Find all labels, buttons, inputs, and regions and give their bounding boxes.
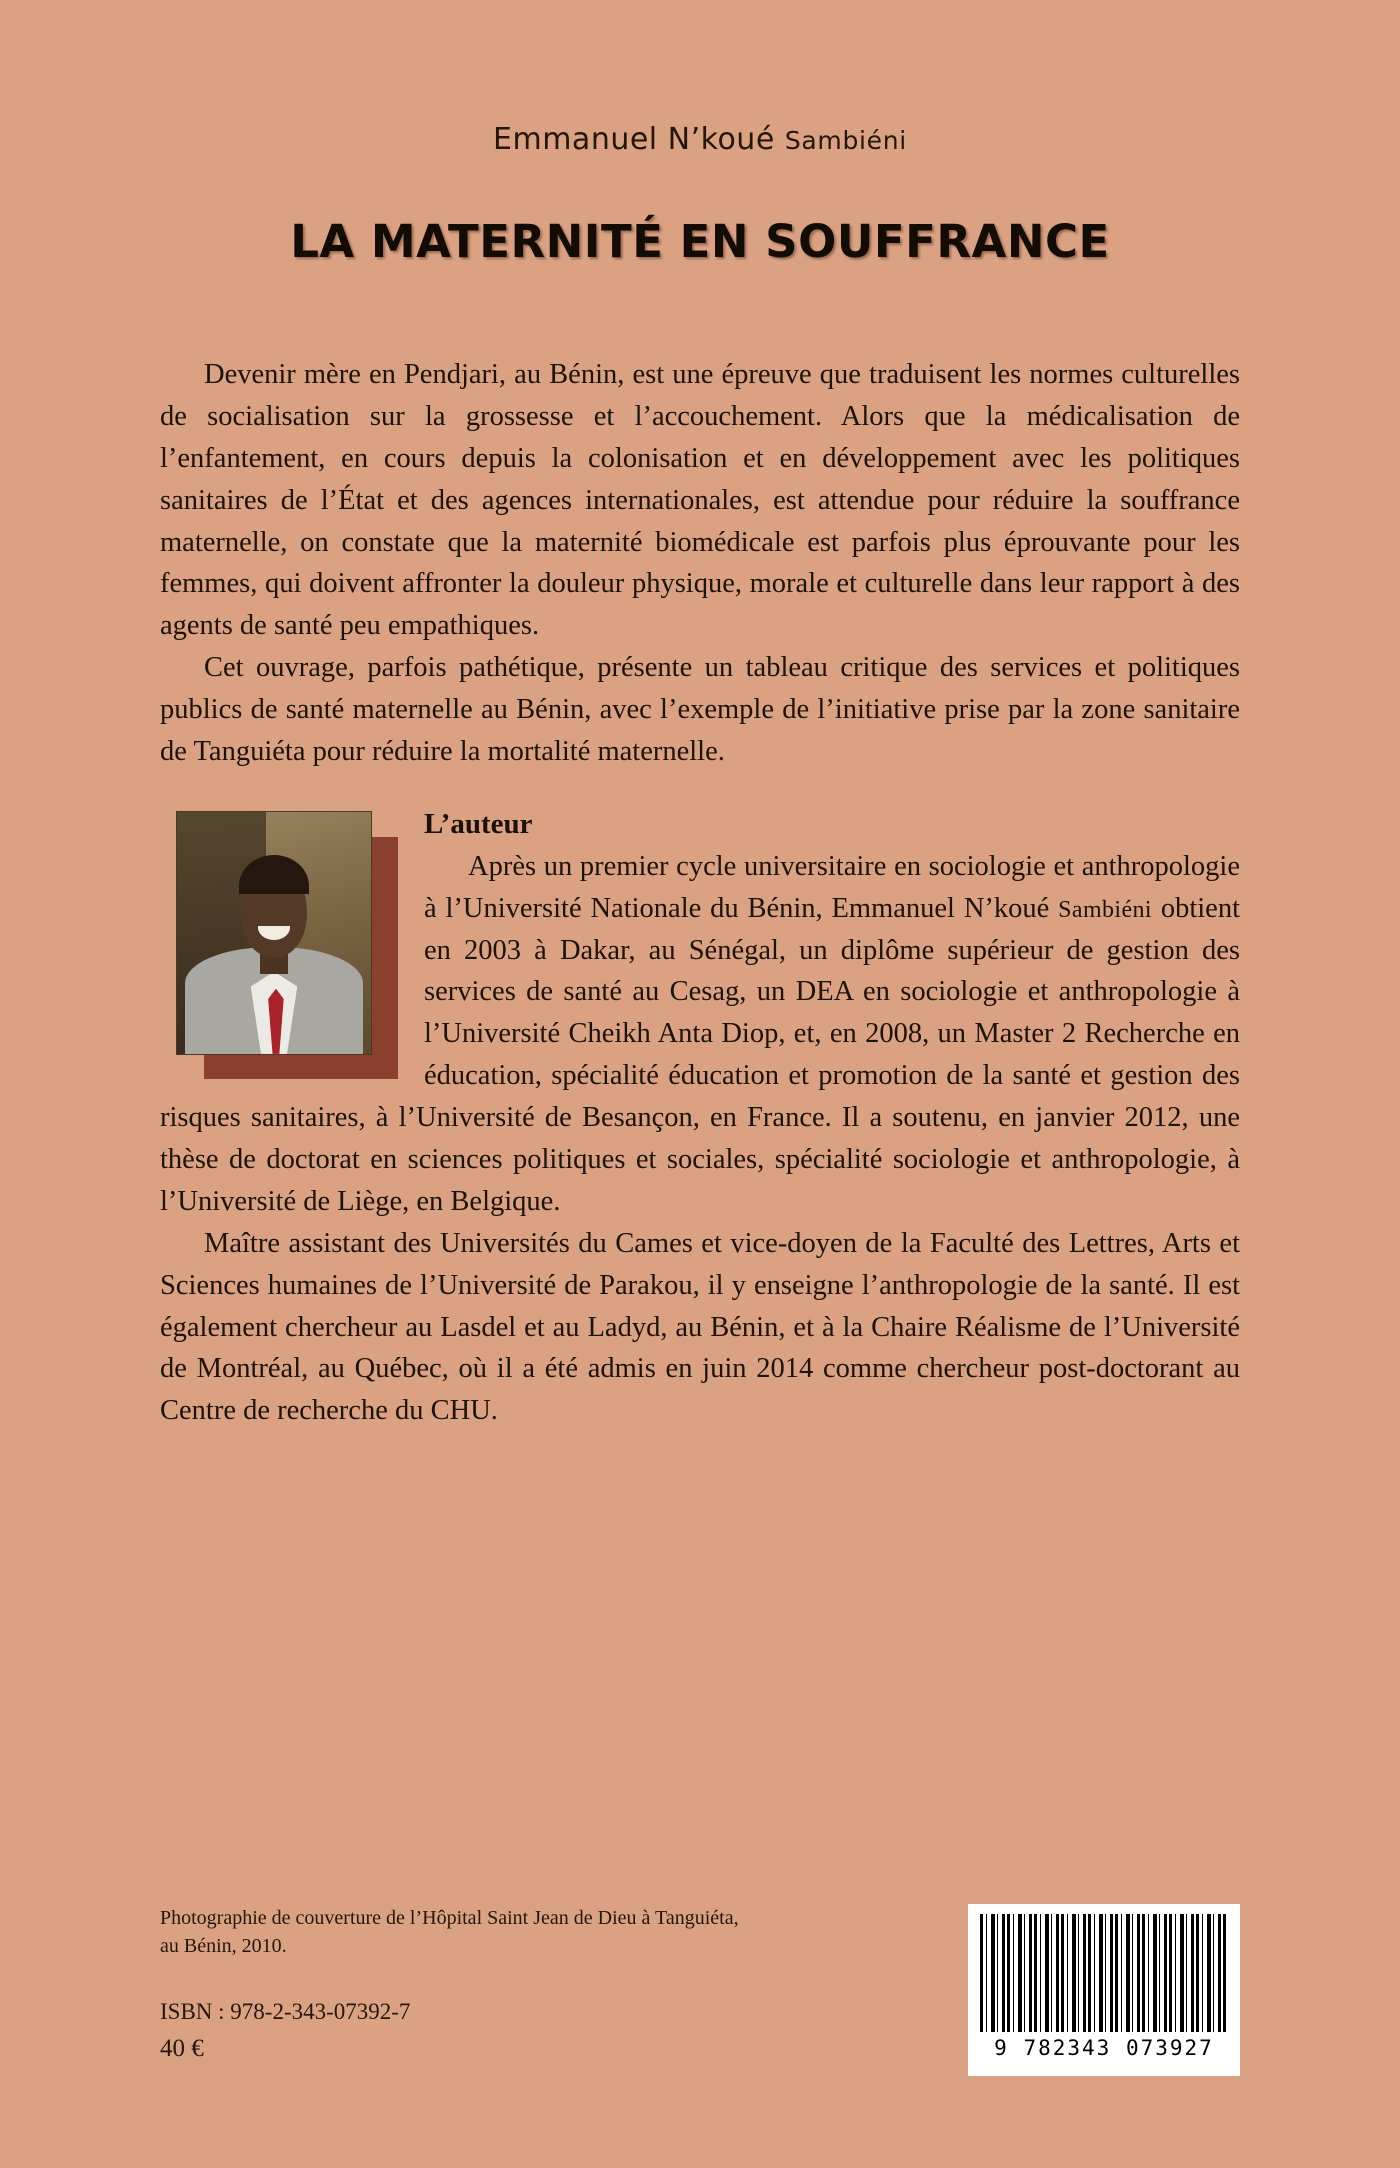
barcode-digits: 9 782343 073927 xyxy=(994,2036,1214,2060)
author-bio-p1-smallcaps: Sambiéni xyxy=(1058,896,1152,923)
barcode xyxy=(968,1904,1240,2076)
photo-credit xyxy=(160,1904,920,1961)
blurb-paragraph-1: Devenir mère en Pendjari, au Bénin, est une épreuve que traduisent les normes culturelles de socialisation sur la grossesse et l’accouchement. Alors que la médicalisation de l’enfantement, en cours depuis la colonisation et en développement avec les politiques sanitaires de l’État et des agences internationales, est attendue pour réduire la souffrance maternelle, on constate que la maternité biomédicale est parfois plus éprouvante pour les femmes, qui doivent affronter la douleur physique, morale et culturelle dans leur rapport à des agents de santé peu empathiques. xyxy=(160,359,1240,642)
author-portrait-image xyxy=(176,811,372,1055)
author-name-header xyxy=(160,0,1240,157)
author-photo xyxy=(176,811,398,1079)
photo-credit-line-2: au Bénin, 2010. xyxy=(160,1935,287,1958)
author-last-name: Sambiéni xyxy=(784,126,907,155)
book-blurb xyxy=(160,354,1240,773)
barcode-bars xyxy=(980,1914,1228,2032)
price-text: 40 € xyxy=(160,2034,204,2062)
author-bio-section xyxy=(160,803,1240,1432)
book-title: LA MATERNITÉ EN SOUFFRANCE xyxy=(290,215,1110,268)
author-bio-p1-part2: obtient en 2003 à Dakar, au Sénégal, un diplôme supérieur de gestion des services de santé au Cesag, un DEA en sociologie et anthropologie à l’Université Cheikh Anta Diop, et, en 2008, un Master 2 Recherche en éducation, spécialité éducation et promotion de la santé et gestion des risques sanitaires, à l’Université de Besançon, en France. Il a soutenu, en janvier 2012, une thèse de doctorat en sciences politiques et sociales, spécialité sociologie et anthropologie, à l’Université de Liège, en Belgique. xyxy=(160,892,1241,1217)
photo-credit-line-1: Photographie de couverture de l’Hôpital Saint Jean de Dieu à Tanguiéta, xyxy=(160,1907,739,1929)
author-bio-paragraph-2: Maître assistant des Universités du Cames et vice-doyen de la Faculté des Lettres, Arts et Sciences humaines de l’Université de Parakou, il y enseigne l’anthropologie de la santé. Il est également chercheur au Lasdel et au Ladyd, au Bénin, et à la Chaire Réalisme de l’Université de Montréal, au Québec, où il a été admis en juin 2014 comme chercheur post-doctorant au Centre de recherche du CHU. xyxy=(160,1227,1240,1427)
cover-footer xyxy=(160,1904,1240,2094)
author-first-name: Emmanuel N’koué xyxy=(493,122,785,157)
author-heading: L’auteur xyxy=(424,807,533,840)
author-bio-p1-part1: Après un premier cycle universitaire en sociologie et anthropologie à l’Université Nationale du Bénin, Emmanuel N’koué xyxy=(424,850,1240,924)
isbn-text: ISBN : 978-2-343-07392-7 xyxy=(160,1998,411,2024)
blurb-paragraph-2: Cet ouvrage, parfois pathétique, présente un tableau critique des services et politiques publics de santé maternelle au Bénin, avec l’exemple de l’initiative prise par la zone sanitaire de Tanguiéta pour réduire la mortalité maternelle. xyxy=(160,652,1240,768)
